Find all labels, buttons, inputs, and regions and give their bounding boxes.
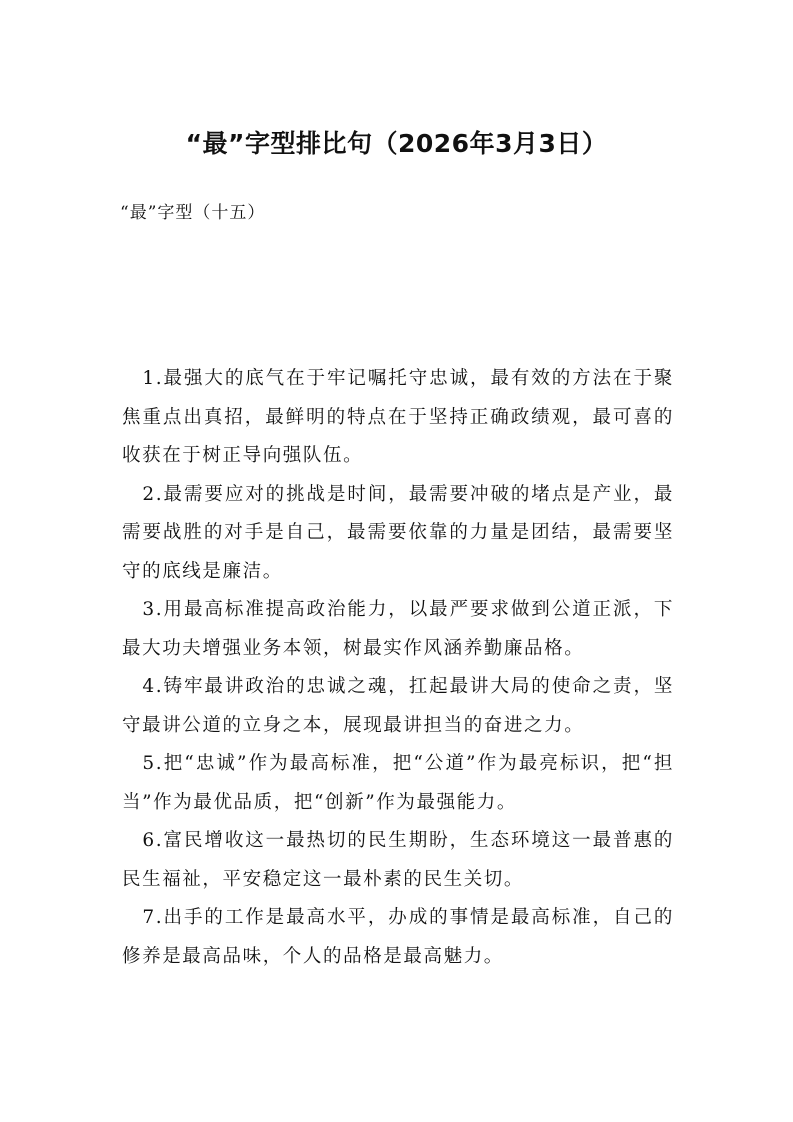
paragraph-5: 5.把“忠诚”作为最高标准，把“公道”作为最亮标识，把“担当”作为最优品质，把“创新”作为最强能力。 xyxy=(122,753,674,813)
paragraph-1: 1.最强大的底气在于牢记嘱托守忠诚，最有效的方法在于聚焦重点出真招，最鲜明的特点在于坚持正确政绩观，最可喜的收获在于树正导向强队伍。 xyxy=(122,368,674,466)
paragraph-6: 6.富民增收这一最热切的民生期盼，生态环境这一最普惠的民生福祉，平安稳定这一最朴素的民生关切。 xyxy=(122,830,674,890)
paragraph-4: 4.铸牢最讲政治的忠诚之魂，扛起最讲大局的使命之责，坚守最讲公道的立身之本，展现最讲担当的奋进之力。 xyxy=(122,676,674,736)
paragraph-2: 2.最需要应对的挑战是时间，最需要冲破的堵点是产业，最需要战胜的对手是自己，最需要依靠的力量是团结，最需要坚守的底线是廉洁。 xyxy=(122,483,674,582)
document-title: “最”字型排比句（2026年3月3日） xyxy=(185,129,608,158)
document-subtitle: “最”字型（十五） xyxy=(120,203,266,223)
paragraph-7: 7.出手的工作是最高水平，办成的事情是最高标准，自己的修养是最高品味，个人的品格是最高魅力。 xyxy=(122,907,674,967)
document-body xyxy=(122,360,674,976)
paragraph-3: 3.用最高标准提高政治能力，以最严要求做到公道正派，下最大功夫增强业务本领，树最实作风涵养勤廉品格。 xyxy=(122,599,674,659)
